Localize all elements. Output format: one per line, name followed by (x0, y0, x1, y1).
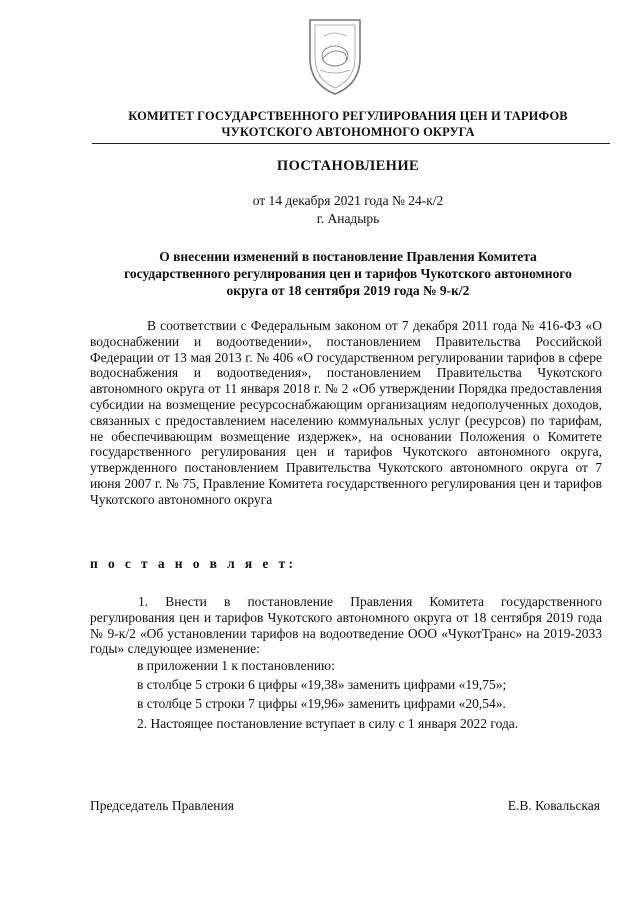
coat-of-arms-icon (302, 14, 368, 100)
organization-name-line2: ЧУКОТСКОГО АВТОНОМНОГО ОКРУГА (221, 125, 475, 139)
subject-line1: О внесении изменений в постановление Правления Комитета (159, 249, 537, 264)
item-2-paragraph: 2. Настоящее постановление вступает в силу с 1 января 2022 года. (137, 716, 519, 731)
subject-line3: округа от 18 сентября 2019 года № 9-к/2 (226, 283, 470, 298)
document-date: от 14 декабря 2021 года № 24-к/2 (252, 193, 444, 208)
item-1-line: в приложении 1 к постановлению: (137, 658, 335, 673)
preamble-paragraph: В соответствии с Федеральным законом от 7 декабря 2011 года № 416-ФЗ «О водоснабжении и водоотведении», постановлением Правительства Российской Федерации от 13 мая 2013 г. № 406 «О государственном регулировании тарифов в сфере водоснабжения и водоотведения», постановлением Правительства Чукотского автономного округа от 11 января 2018 г. № 2 «Об утверждении Порядка предоставления субсидии на возмещение ресурсоснабжающим организациям недополученных доходов, связанных с предоставлением населению коммунальных услуг (ресурсов) по тарифам, не обеспечивающим возмещение издержек», на основании Положения о Комитете государственного регулирования цен и тарифов Чукотского автономного округа, утвержденного постановлением Правительства Чукотского автономного округа от 7 июня 2007 г. № 75, Правление Комитета государственного регулирования цен и тарифов Чукотского автономного округа (90, 318, 602, 507)
organization-name-line1: КОМИТЕТ ГОСУДАРСТВЕННОГО РЕГУЛИРОВАНИЯ ЦЕН И ТАРИФОВ (128, 109, 568, 123)
subject-line2: государственного регулирования цен и тарифов Чукотского автономного (124, 266, 572, 281)
document-city: г. Анадырь (316, 211, 380, 226)
document-title: ПОСТАНОВЛЕНИЕ (276, 158, 420, 174)
signature-name: Е.В. Ковальская (507, 798, 600, 813)
item-1-paragraph: 1. Внести в постановление Правления Комитета государственного регулирования цен и тарифов Чукотского автономного округа от 18 сентября 2019 года № 9-к/2 «Об установлении тарифов на водоотведение ООО «ЧукотТранс» на 2019-2033 годы» следующее изменение: (90, 594, 602, 657)
signature-position: Председатель Правления (90, 798, 234, 813)
header-divider (92, 143, 610, 144)
item-1-line: в столбце 5 строки 6 цифры «19,38» заменить цифрами «19,75»; (137, 677, 507, 692)
decree-word: п о с т а н о в л я е т: (90, 556, 297, 571)
item-1-line: в столбце 5 строки 7 цифры «19,96» заменить цифрами «20,54». (137, 696, 506, 711)
